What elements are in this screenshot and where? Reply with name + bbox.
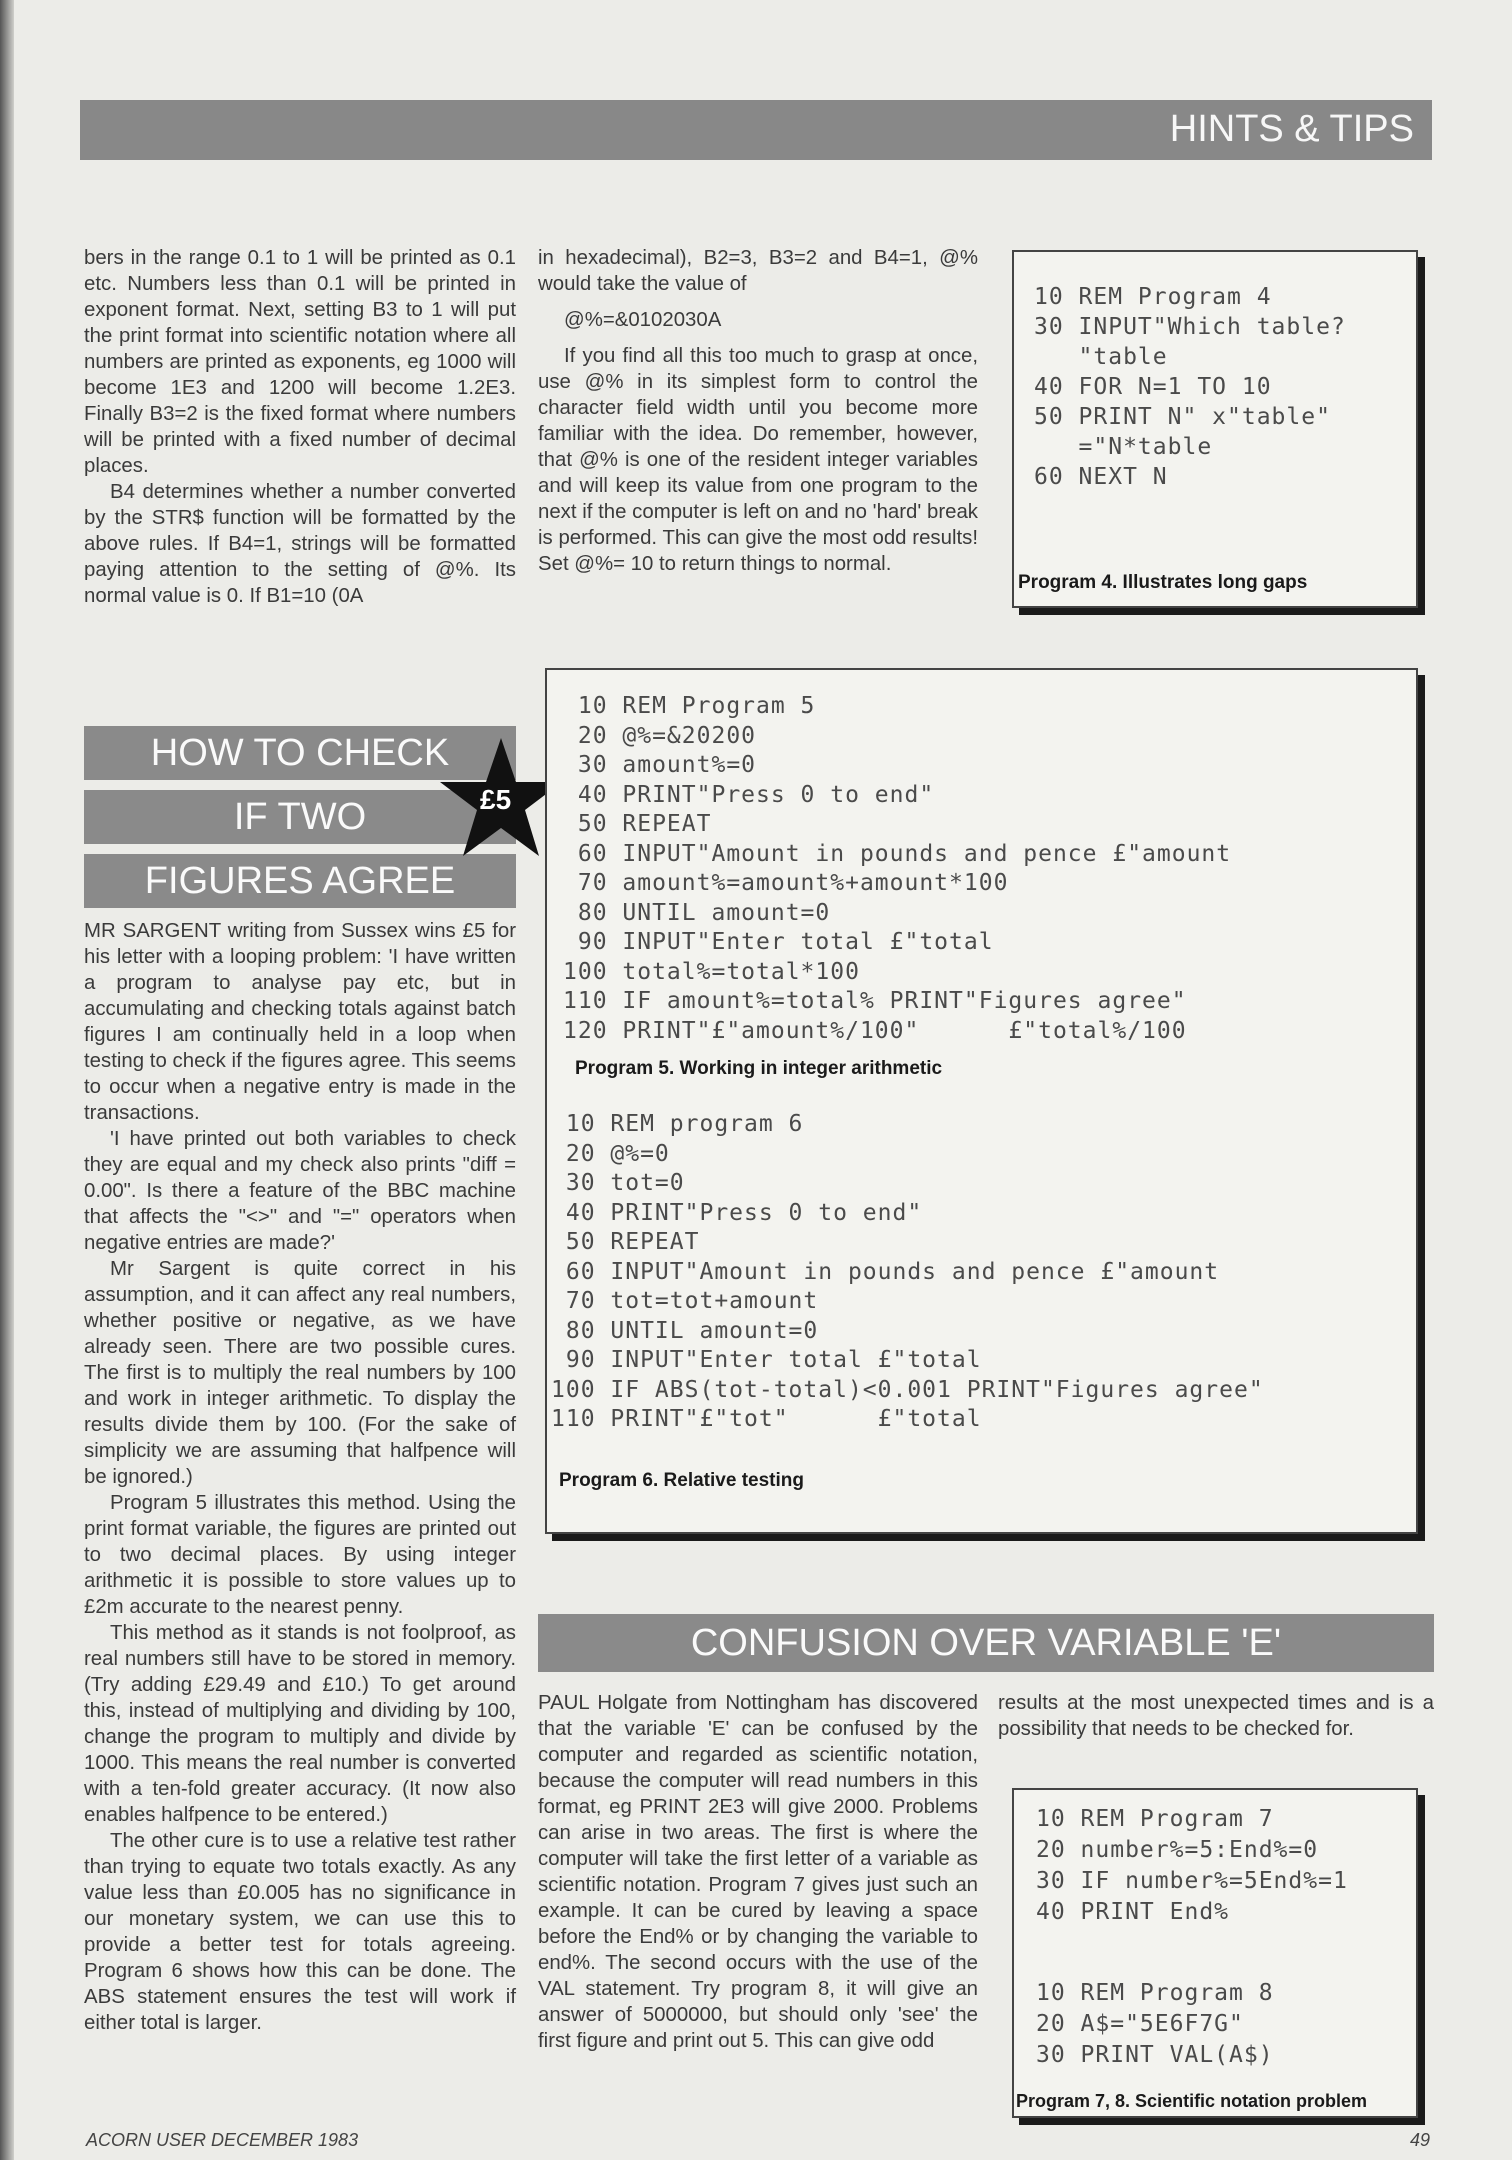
- code-line: 30 PRINT VAL(A$): [1036, 2042, 1274, 2068]
- code-line: 30 INPUT"Which table?: [1034, 314, 1346, 340]
- code-line: 60 INPUT"Amount in pounds and pence £"amount: [551, 1258, 1220, 1285]
- code-line: 100 IF ABS(tot-total)<0.001 PRINT"Figures agree": [551, 1376, 1264, 1403]
- code-line: 20 number%=5:End%=0: [1036, 1837, 1319, 1863]
- paragraph: Mr Sargent is quite correct in his assumption, and it can affect any real numbers, whether positive or negative, as we have already seen. There are two possible cures. The first is to multiply the real numbers by 100 and work in integer arithmetic. To display the results divide them by 100. (For the sake of simplicity we are assuming that halfpence will be ignored.): [84, 1258, 516, 1488]
- code-line: 100 total%=total*100: [563, 958, 860, 985]
- column2-top-text: [538, 245, 978, 577]
- paragraph: results at the most unexpected times and is a possibility that needs to be checked for.: [998, 1692, 1434, 1740]
- program7-8-box: [1012, 1788, 1418, 2118]
- code-line: 10 REM program 6: [551, 1111, 804, 1137]
- section1-title: [84, 726, 516, 910]
- code-line: 30 tot=0: [551, 1170, 685, 1196]
- section-header-banner: [80, 100, 1432, 160]
- code-line: 40 FOR N=1 TO 10: [1034, 374, 1272, 400]
- code-line: 70 tot=tot+amount: [551, 1288, 819, 1314]
- code-line: 80 UNTIL amount=0: [563, 899, 831, 926]
- code-line: 90 INPUT"Enter total £"total: [563, 929, 994, 955]
- formula: @%=&0102030A: [564, 309, 722, 331]
- code-line: 10 REM Program 8: [1036, 1980, 1274, 2006]
- footer-publication: ACORN USER DECEMBER 1983: [86, 2130, 359, 2150]
- program4-code: [1034, 282, 1346, 492]
- code-line: 40 PRINT"Press 0 to end": [563, 781, 935, 808]
- section1-body: [84, 918, 516, 2036]
- program8-code: [1036, 1978, 1274, 2071]
- section-header-title: HINTS & TIPS: [1169, 108, 1414, 150]
- code-line: 30 IF number%=5End%=1: [1036, 1868, 1348, 1894]
- code-line: 60 INPUT"Amount in pounds and pence £"amount: [563, 840, 1232, 867]
- program6-code: [551, 1110, 1264, 1435]
- code-line: 50 REPEAT: [563, 811, 712, 837]
- program5-6-box: [545, 668, 1418, 1534]
- code-line: 10 REM Program 7: [1036, 1806, 1274, 1832]
- code-line: 40 PRINT"Press 0 to end": [551, 1199, 923, 1226]
- paragraph: 'I have printed out both variables to check they are equal and my check also prints "diff = 0.00". Is there a feature of the BBC machine that affects the "<>" and "=" operators when negative entries are made?': [84, 1128, 516, 1254]
- code-line: 90 INPUT"Enter total £"total: [551, 1347, 982, 1373]
- paragraph: MR SARGENT writing from Sussex wins £5 for his letter with a looping problem: 'I have written a program to analyse pay etc, but in accumulating and checking totals against batch figures I am continually held in a loop when testing to check if the figures agree. This seems to occur when a negative entry is made in the transactions.: [84, 920, 516, 1124]
- column1-top-text: [84, 245, 516, 609]
- code-line: 110 IF amount%=total% PRINT"Figures agree": [563, 988, 1187, 1014]
- code-line: 50 REPEAT: [551, 1229, 700, 1255]
- section2-title: CONFUSION OVER VARIABLE 'E': [538, 1614, 1434, 1672]
- code-line: 30 amount%=0: [563, 752, 757, 778]
- code-line: 40 PRINT End%: [1036, 1899, 1230, 1925]
- paragraph: B4 determines whether a number converted by the STR$ function will be formatted by the above rules. If B4=1, strings will be formatted paying attention to the setting of @%. Its normal value is 0. If B1=10 (0A: [84, 481, 516, 607]
- code-line: "table: [1034, 344, 1168, 370]
- program6-caption: Program 6. Relative testing: [559, 1470, 804, 1491]
- program4-box: [1012, 250, 1418, 608]
- paragraph: in hexadecimal), B2=3, B3=2 and B4=1, @% would take the value of: [538, 247, 978, 295]
- code-line: 120 PRINT"£"amount%/100" £"total%/100: [563, 1017, 1187, 1044]
- code-line: 20 @%=&20200: [563, 722, 757, 749]
- code-line: 110 PRINT"£"tot" £"total: [551, 1406, 982, 1432]
- code-line: 20 A$="5E6F7G": [1036, 2011, 1244, 2037]
- program5-code: [563, 692, 1231, 1046]
- paragraph: If you find all this too much to grasp at once, use @% in its simplest form to control the character field width until you become more familiar with the idea. Do remember, however, that @% is one of the resident integer variables and will keep its value from one program to the next if the computer is left on and no 'hard' break is performed. This can give the most odd results! Set @%= 10 to return things to normal.: [538, 345, 978, 575]
- code-line: 10 REM Program 5: [563, 693, 816, 719]
- code-line: 80 UNTIL amount=0: [551, 1317, 819, 1344]
- section2-column2-text: [538, 1690, 978, 2054]
- program5-caption: Program 5. Working in integer arithmetic: [575, 1058, 943, 1079]
- paragraph: This method as it stands is not foolproof, as real numbers still have to be stored in memory. (Try adding £29.49 and £10.) To get around this, instead of multiplying and dividing by 100, change the program to multiply and divide by 1000. This means the real number is converted with a ten-fold greater accuracy. (It now also enables halfpence to be entered.): [84, 1622, 516, 1826]
- paragraph: The other cure is to use a relative test rather than trying to equate two totals exactly. As any value less than £0.005 has no significance in our monetary system, we can use this to provide a better test for totals agreeing. Program 6 shows how this can be done. The ABS statement ensures the test will work if either total is larger.: [84, 1830, 516, 2034]
- paragraph: PAUL Holgate from Nottingham has discovered that the variable 'E' can be confused by the computer and regarded as scientific notation, because the computer will read numbers in this format, eg PRINT 2E3 will give 2000. Problems can arise in two areas. The first is where the computer will take the first letter of a variable as scientific notation. Program 7 gives just such an example. It can be cured by leaving a space before the End% or by changing the variable to end%. The second occurs with the use of the VAL statement. Try program 8, it will give an answer of 5000000, but should only 'see' the first figure and print out 5. This can give odd: [538, 1692, 978, 2052]
- program7-code: [1036, 1804, 1348, 1928]
- paragraph: Program 5 illustrates this method. Using the print format variable, the figures are printed out to two decimal places. By using integer arithmetic it is possible to store values up to £2m accurate to the nearest penny.: [84, 1492, 516, 1618]
- section1-title-line: FIGURES AGREE: [84, 854, 516, 908]
- code-line: 60 NEXT N: [1034, 464, 1168, 490]
- footer-page-number: 49: [1410, 2130, 1431, 2150]
- program4-caption: Program 4. Illustrates long gaps: [1018, 572, 1308, 593]
- code-line: 70 amount%=amount%+amount*100: [563, 870, 1009, 896]
- code-line: 20 @%=0: [551, 1140, 670, 1167]
- paragraph: bers in the range 0.1 to 1 will be printed as 0.1 etc. Numbers less than 0.1 will be printed in exponent format. Next, setting B3 to 1 will put the print format into scientific notation where all numbers are printed as exponents, eg 1000 will become 1E3 and 1200 will become 1.2E3. Finally B3=2 is the fixed format where numbers will be printed with a fixed number of decimal places.: [84, 247, 516, 477]
- code-line: ="N*table: [1034, 434, 1213, 460]
- program8-caption: Program 7, 8. Scientific notation problem: [1016, 2091, 1368, 2111]
- prize-label: £5: [480, 784, 512, 815]
- code-line: 50 PRINT N" x"table": [1034, 404, 1331, 430]
- code-line: 10 REM Program 4: [1034, 284, 1272, 310]
- section1-title-line: HOW TO CHECK: [84, 726, 516, 780]
- section1-title-line: IF TWO: [84, 790, 516, 844]
- page-edge: [0, 0, 14, 2160]
- section2-column3-text: [998, 1690, 1434, 1742]
